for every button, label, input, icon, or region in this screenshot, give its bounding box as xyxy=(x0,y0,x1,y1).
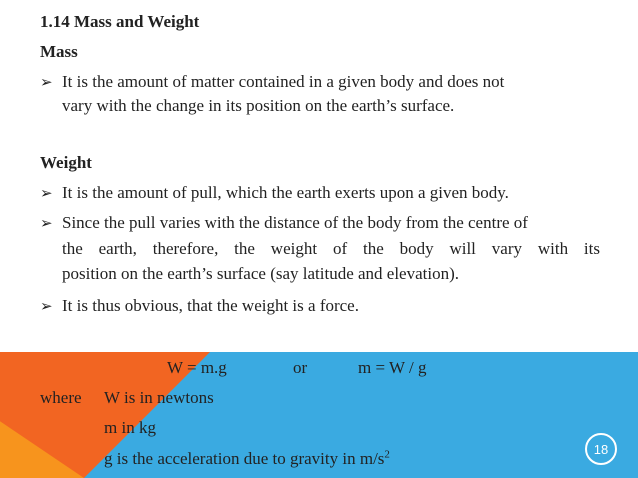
formula-right: m = W / g xyxy=(358,358,427,377)
bullet-text: Since the pull varies with the distance of the body from the centre of xyxy=(62,213,528,232)
weight-bullet-3 xyxy=(40,293,359,320)
bullet-text: It is the amount of matter contained in a given body and does not xyxy=(62,72,505,91)
bullet-text: It is the amount of pull, which the earth exerts upon a given body. xyxy=(62,183,509,202)
where-line-3 xyxy=(104,446,390,472)
weight-bullet-2 xyxy=(40,210,528,237)
arrow-bullet-icon: ➢ xyxy=(40,75,53,91)
where-line-3-text: g is the acceleration due to gravity in m/s xyxy=(104,449,385,468)
where-line-1: W is in newtons xyxy=(104,388,214,407)
arrow-bullet-icon: ➢ xyxy=(40,299,53,315)
weight-bullet-1 xyxy=(40,180,509,207)
superscript-2: 2 xyxy=(384,448,390,461)
weight-heading: Weight xyxy=(40,153,92,172)
mass-bullet-1-cont: vary with the change in its position on the earth’s surface. xyxy=(62,96,455,115)
weight-bullet-2-cont-1: the earth, therefore, the weight of the body will vary with its xyxy=(62,239,600,258)
where-line-2: m in kg xyxy=(104,418,156,437)
bullet-text: It is thus obvious, that the weight is a force. xyxy=(62,296,359,315)
mass-heading: Mass xyxy=(40,42,78,61)
formula-or: or xyxy=(293,358,308,377)
arrow-bullet-icon: ➢ xyxy=(40,216,53,232)
section-title: 1.14 Mass and Weight xyxy=(40,12,200,31)
arrow-bullet-icon: ➢ xyxy=(40,186,53,202)
mass-bullet-1 xyxy=(40,69,600,96)
page-number-badge: 18 xyxy=(585,433,617,465)
where-label: where xyxy=(40,388,82,407)
formula-left: W = m.g xyxy=(167,358,227,377)
weight-bullet-2-cont-2: position on the earth’s surface (say latitude and elevation). xyxy=(62,264,460,283)
